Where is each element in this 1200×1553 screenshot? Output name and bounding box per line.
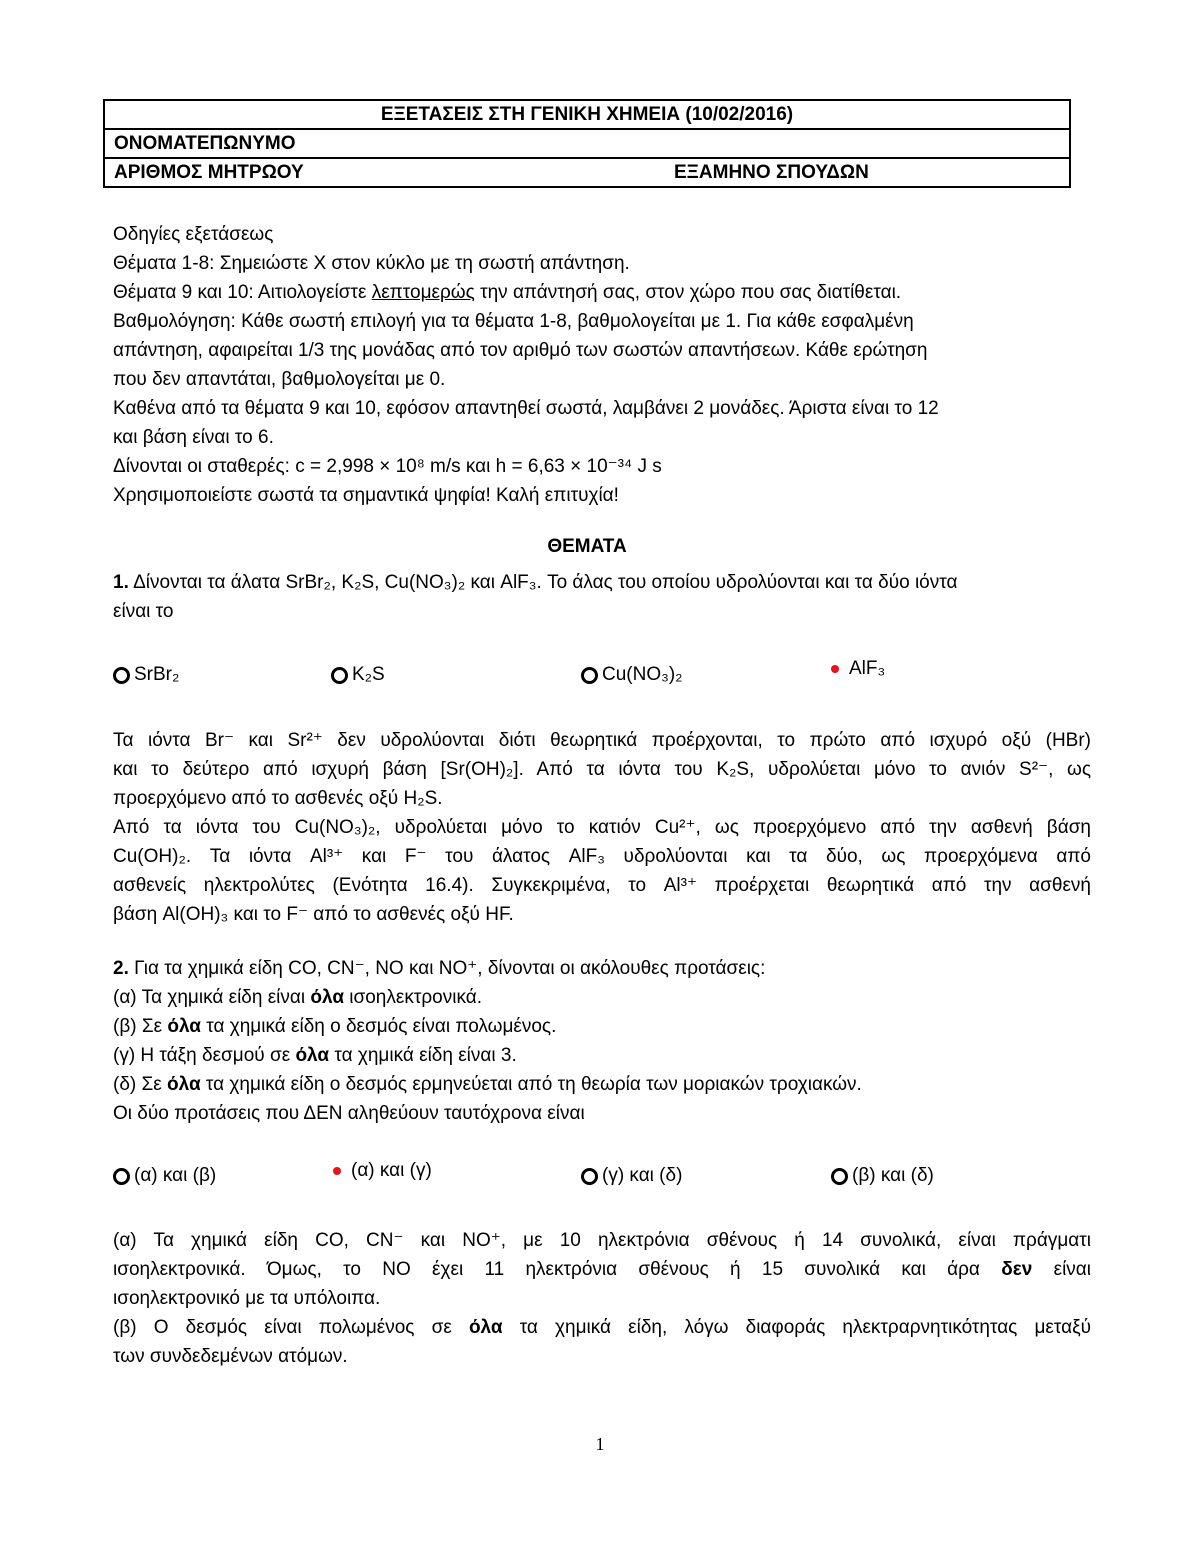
instruction-line: Καθένα από τα θέματα 9 και 10, εφόσον απαντηθεί σωστά, λαμβάνει 2 μονάδες. Άριστα είναι το 12 [113, 398, 939, 419]
empty-circle-icon [331, 667, 348, 684]
page-number: 1 [595, 1434, 605, 1454]
selected-dot-icon [831, 665, 839, 673]
empty-circle-icon [581, 667, 598, 684]
instructions-heading: Οδηγίες εξετάσεως [113, 224, 274, 245]
explanation-line: (β) Ο δεσμός είναι πολωμένος σε όλα τα χημικά είδη, λόγω διαφοράς ηλεκτραρνητικότητας μεταξύ [113, 1317, 1092, 1338]
selected-dot-icon [333, 1167, 341, 1175]
question-1-stem: 1. Δίνονται τα άλατα SrBr₂, K₂S, Cu(NO₃)₂ και AlF₃. Το άλας του οποίου υδρολύονται και τα δύο ιόντα [113, 572, 958, 593]
name-field-label: ΟΝΟΜΑΤΕΠΩΝΥΜΟ [104, 129, 1070, 158]
id-field-label: ΑΡΙΘΜΟΣ ΜΗΤΡΩΟΥ [114, 161, 304, 183]
option-label: (α) και (β) [134, 1165, 217, 1186]
exam-title: ΕΞΕΤΑΣΕΙΣ ΣΤΗ ΓΕΝΙΚΗ ΧΗΜΕΙΑ (10/02/2016) [104, 100, 1070, 129]
explanation-line: Cu(OH)₂. Τα ιόντα Al³⁺ και F⁻ του άλατος AlF₃ υδρολύονται και τα δύο, ως προερχόμενα από [113, 846, 1091, 867]
question-1-explanation [113, 726, 1091, 929]
question-number: 2. [113, 958, 129, 979]
constants-line: Δίνονται οι σταθερές: c = 2,998 × 10⁸ m/s και h = 6,63 × 10⁻³⁴ J s [113, 456, 662, 477]
option-label: K₂S [352, 664, 385, 685]
option-radio[interactable] [331, 660, 385, 690]
option-radio[interactable] [581, 660, 683, 690]
instruction-line: Βαθμολόγηση: Κάθε σωστή επιλογή για τα θέματα 1-8, βαθμολογείται με 1. Για κάθε εσφαλμένη [113, 311, 914, 332]
explanation-line: (α) Τα χημικά είδη CO, CN⁻ και NO⁺, με 10 ηλεκτρόνια σθένους ή 14 συνολικά, είναι πράγματι [113, 1230, 1091, 1251]
statement-b: (β) Σε όλα τα χημικά είδη ο δεσμός είναι πολωμένος. [113, 1016, 557, 1037]
emphasis-underlined: λεπτομερώς [371, 282, 475, 303]
question-2-explanation [113, 1226, 1091, 1371]
question-2-stem: 2. Για τα χημικά είδη CO, CN⁻, NO και NO⁺, δίνονται οι ακόλουθες προτάσεις: [113, 958, 766, 979]
empty-circle-icon [581, 1168, 598, 1185]
semester-field-label: ΕΞΑΜΗΝΟ ΣΠΟΥΔΩΝ [674, 161, 869, 183]
instructions-block [113, 220, 1091, 510]
explanation-line: και το δεύτερο από ισχυρή βάση [Sr(OH)₂]. Από τα ιόντα του K₂S, υδρολύεται μόνο το ανιόν S²⁻, ως [113, 759, 1091, 780]
statement-d: (δ) Σε όλα τα χημικά είδη ο δεσμός ερμηνεύεται από τη θεωρία των μοριακών τροχιακών. [113, 1074, 862, 1095]
option-label: AlF₃ [849, 658, 886, 679]
question-1 [113, 568, 1091, 626]
instruction-line: απάντηση, αφαιρείται 1/3 της μονάδας από τον αριθμό των σωστών απαντήσεων. Κάθε ερώτηση [113, 340, 928, 361]
instruction-line: και βάση είναι το 6. [113, 427, 274, 448]
option-label: (α) και (γ) [351, 1160, 432, 1181]
option-label: (γ) και (δ) [602, 1165, 683, 1186]
option-radio[interactable] [581, 1161, 682, 1191]
explanation-line: των συνδεδεμένων ατόμων. [113, 1346, 348, 1367]
explanation-line: Τα ιόντα Br⁻ και Sr²⁺ δεν υδρολύονται διότι θεωρητικά προέρχονται, το πρώτο από ισχυρό οξύ (HBr) [113, 730, 1091, 751]
explanation-line: ισοηλεκτρονικά. Όμως, το NO έχει 11 ηλεκτρόνια σθένους ή 15 συνολικά και άρα δεν είναι [113, 1259, 1091, 1280]
statement-a: (α) Τα χημικά είδη είναι όλα ισοηλεκτρονικά. [113, 987, 482, 1008]
statement-c: (γ) Η τάξη δεσμού σε όλα τα χημικά είδη είναι 3. [113, 1045, 517, 1066]
instruction-line: Θέματα 1-8: Σημειώστε Χ στον κύκλο με τη σωστή απάντηση. [113, 253, 630, 274]
question-1-options [113, 660, 1093, 690]
question-1-stem-cont: είναι το [113, 601, 174, 622]
question-2-options [113, 1161, 1093, 1191]
instruction-line: που δεν απαντάται, βαθμολογείται με 0. [113, 369, 446, 390]
option-label: Cu(NO₃)₂ [602, 664, 683, 685]
option-label: SrBr₂ [134, 664, 180, 685]
explanation-line: ισοηλεκτρονικό με τα υπόλοιπα. [113, 1288, 381, 1309]
explanation-line: βάση Al(OH)₃ και το F⁻ από το ασθενές οξύ HF. [113, 904, 514, 925]
explanation-line: Από τα ιόντα του Cu(NO₃)₂, υδρολύεται μόνο το κατιόν Cu²⁺, ως προερχόμενο από την ασθενή βάση [113, 817, 1091, 838]
option-radio[interactable] [113, 660, 179, 690]
empty-circle-icon [113, 1168, 130, 1185]
empty-circle-icon [831, 1168, 848, 1185]
instruction-line: Θέματα 9 και 10: Αιτιολογείστε λεπτομερώς την απάντησή σας, στον χώρο που σας διατίθεται. [113, 282, 902, 303]
explanation-line: προερχόμενο από το ασθενές οξύ H₂S. [113, 788, 443, 809]
exam-header-table [103, 99, 1071, 188]
option-radio-selected[interactable] [831, 654, 885, 684]
option-label: (β) και (δ) [852, 1165, 934, 1186]
option-radio[interactable] [831, 1161, 934, 1191]
question-2 [113, 954, 1091, 1128]
option-radio-selected[interactable] [333, 1156, 432, 1186]
section-title: ΘΕΜΑΤΑ [547, 536, 627, 557]
instruction-line: Χρησιμοποιείστε σωστά τα σημαντικά ψηφία! Καλή επιτυχία! [113, 485, 619, 506]
question-number: 1. [113, 572, 129, 593]
option-radio[interactable] [113, 1161, 216, 1191]
question-2-prompt: Οι δύο προτάσεις που ΔΕΝ αληθεύουν ταυτόχρονα είναι [113, 1103, 585, 1124]
id-semester-row [104, 158, 1070, 187]
explanation-line: ασθενείς ηλεκτρολύτες (Ενότητα 16.4). Συγκεκριμένα, το Al³⁺ προέρχεται θεωρητικά από την ασθενή [113, 875, 1091, 896]
empty-circle-icon [113, 667, 130, 684]
